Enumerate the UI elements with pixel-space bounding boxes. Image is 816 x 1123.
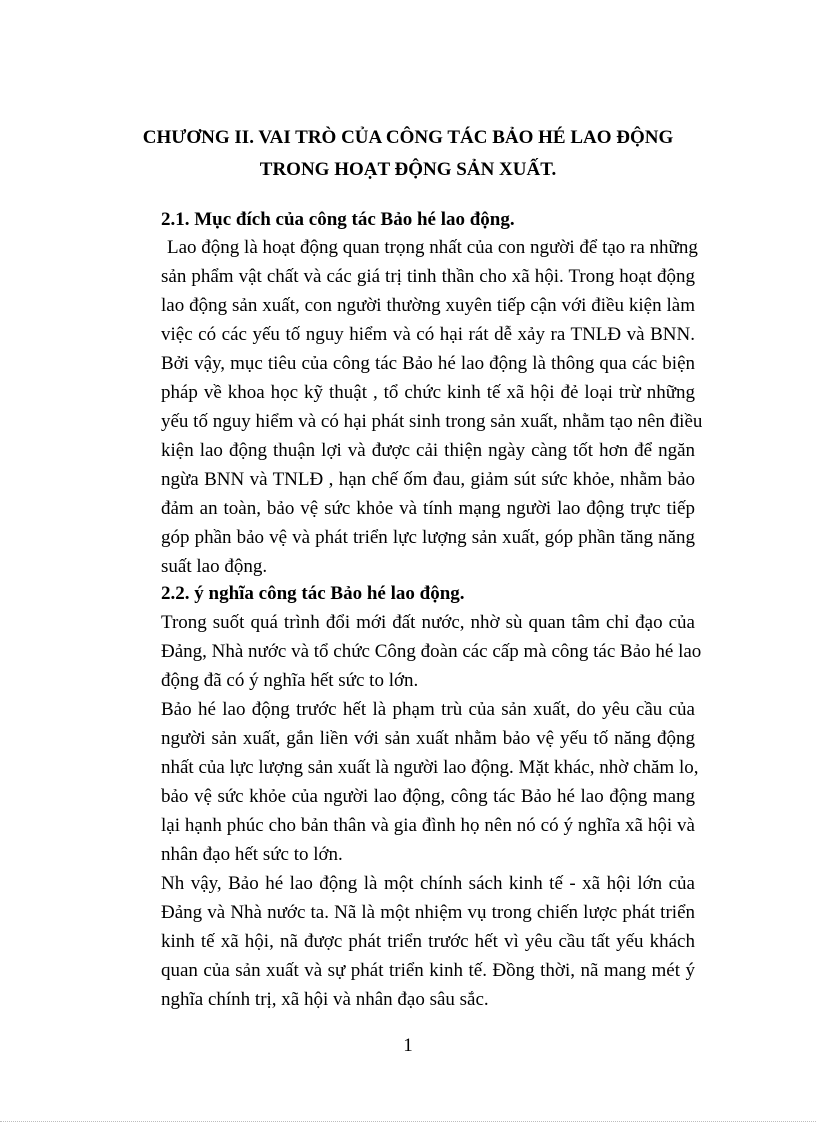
chapter-title-line-2: TRONG HOẠT ĐỘNG SẢN XUẤT. (259, 159, 557, 180)
section-1-line: đảm an toàn, bảo vệ sức khỏe và tính mạng người lao động trực tiếp (161, 498, 695, 519)
section-2-paragraph-2-line: nhân đạo hết sức to lớn. (161, 844, 343, 865)
section-2-paragraph-3-line: nghĩa chính trị, xã hội và nhân đạo sâu sắc. (161, 989, 489, 1010)
section-2-paragraph-1-line: động đã có ý nghĩa hết sức to lớn. (161, 670, 419, 691)
section-2-paragraph-3-line: Nh vậy, Bảo hé lao động là một chính sách kinh tế - xã hội lớn của (161, 873, 695, 894)
section-1-line: yếu tố nguy hiểm và có hại phát sinh trong sản xuất, nhằm tạo nên điều (161, 411, 703, 432)
section-1-line: việc có các yếu tố nguy hiểm và có hại rát dễ xảy ra TNLĐ và BNN. (161, 324, 695, 345)
section-1-line: kiện lao động thuận lợi và được cải thiện ngày càng tốt hơn để ngăn (161, 440, 695, 461)
section-1-line: suất lao động. (161, 556, 268, 577)
section-2-paragraph-2-line: lại hạnh phúc cho bản thân và gia đình họ nên nó có ý nghĩa xã hội và (161, 815, 695, 836)
chapter-title-line-1: CHƯƠNG II. VAI TRÒ CỦA CÔNG TÁC BẢO HÉ LAO ĐỘNG (142, 127, 674, 148)
page-bottom-divider (0, 1121, 816, 1122)
section-1-line: pháp về khoa học kỹ thuật , tổ chức kinh tế xã hội đẻ loại trừ những (161, 382, 695, 403)
section-2-paragraph-3-line: Đảng và Nhà nước ta. Nã là một nhiệm vụ trong chiến lược phát triển (161, 902, 695, 923)
section-1-line: Bởi vậy, mục tiêu của công tác Bảo hé lao động là thông qua các biện (161, 353, 695, 374)
section-1-line: sản phẩm vật chất và các giá trị tinh thần cho xã hội. Trong hoạt động (161, 266, 695, 287)
section-2-paragraph-2-line: nhất của lực lượng sản xuất là người lao động. Mặt khác, nhờ chăm lo, (161, 757, 699, 778)
section-2-paragraph-1-line: Đảng, Nhà nước và tổ chức Công đoàn các cấp mà công tác Bảo hé lao (161, 641, 702, 662)
page-number: 1 (403, 1035, 413, 1056)
section-2-paragraph-2-line: bảo vệ sức khỏe của người lao động, công tác Bảo hé lao động mang (161, 786, 695, 807)
section-1-line: ngừa BNN và TNLĐ , hạn chế ốm đau, giảm sút sức khỏe, nhằm bảo (161, 469, 695, 490)
section-1-line: góp phần bảo vệ và phát triển lực lượng sản xuất, góp phần tăng năng (161, 527, 695, 548)
section-2-paragraph-3-line: kinh tế xã hội, nã được phát triển trước hết vì yêu cầu tất yếu khách (161, 931, 695, 952)
section-2-paragraph-2-line: người sản xuất, gắn liền với sản xuất nhằm bảo vệ yếu tố năng động (161, 728, 695, 749)
section-1-line: lao động sản xuất, con người thường xuyên tiếp cận với điều kiện làm (161, 295, 695, 316)
section-2-heading: 2.2. ý nghĩa công tác Bảo hé lao động. (161, 583, 465, 604)
section-2-paragraph-2-line: Bảo hé lao động trước hết là phạm trù của sản xuất, do yêu cầu của (161, 699, 695, 720)
section-2-paragraph-1-line: Trong suốt quá trình đổi mới đất nước, nhờ sù quan tâm chỉ đạo của (161, 612, 695, 633)
section-1-heading: 2.1. Mục đích của công tác Bảo hé lao động. (161, 209, 515, 230)
section-1-line: Lao động là hoạt động quan trọng nhất của con người để tạo ra những (167, 237, 698, 258)
section-2-paragraph-3-line: quan của sản xuất và sự phát triển kinh tế. Đồng thời, nã mang mét ý (161, 960, 695, 981)
